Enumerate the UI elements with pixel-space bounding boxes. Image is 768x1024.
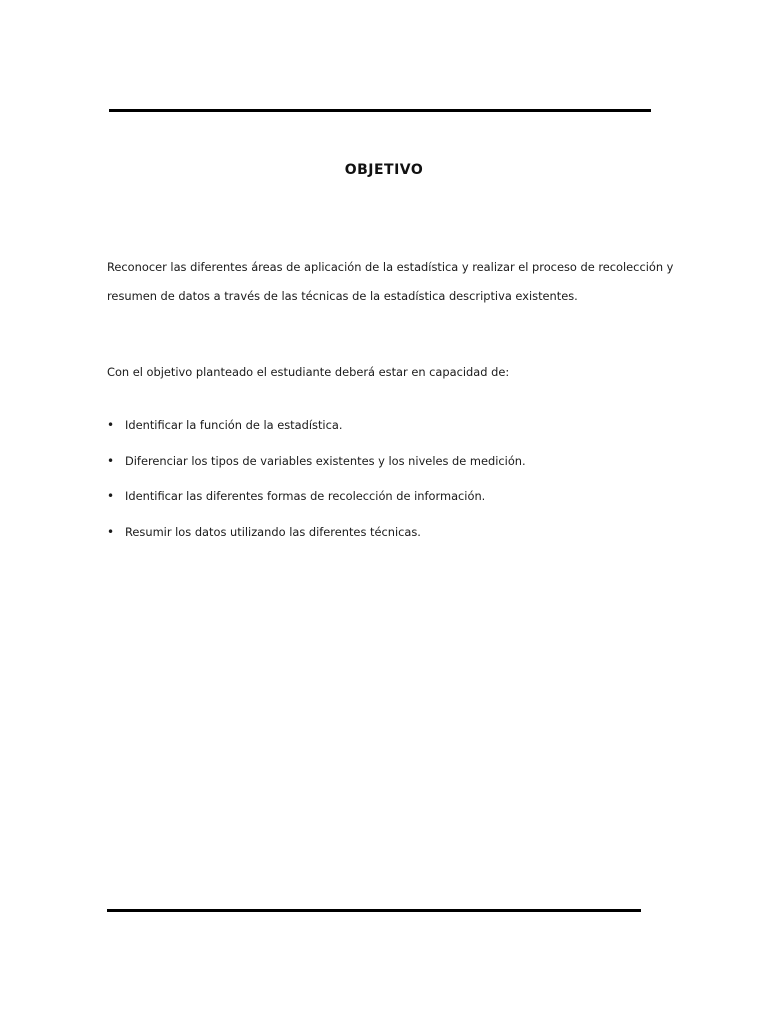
objective-line-1: Reconocer las diferentes áreas de aplicación de la estadística y realizar el proceso de recolección y [107, 260, 674, 274]
bullet-icon: • [107, 453, 115, 468]
list-item [107, 488, 707, 524]
list-item-text: Resumir los datos utilizando las diferentes técnicas. [125, 524, 421, 539]
bullet-icon: • [107, 524, 115, 539]
list-item [107, 453, 707, 489]
list-item [107, 417, 707, 453]
list-item-text: Identificar las diferentes formas de recolección de información. [125, 489, 486, 503]
list-item-text: Identificar la función de la estadística. [125, 418, 343, 432]
bullet-icon: • [107, 489, 115, 503]
intro-text: Con el objetivo planteado el estudiante deberá estar en capacidad de: [107, 365, 510, 379]
objective-paragraph [107, 253, 707, 311]
bottom-divider [107, 909, 641, 912]
page-title: OBJETIVO [344, 162, 424, 178]
list-item-text: Diferenciar los tipos de variables existentes y los niveles de medición. [125, 453, 526, 468]
top-divider [109, 109, 651, 112]
objective-line-2: resumen de datos a través de las técnicas de la estadística descriptiva existentes. [107, 289, 578, 303]
bullet-icon: • [107, 418, 115, 432]
objectives-list [107, 417, 707, 559]
list-item [107, 524, 707, 560]
